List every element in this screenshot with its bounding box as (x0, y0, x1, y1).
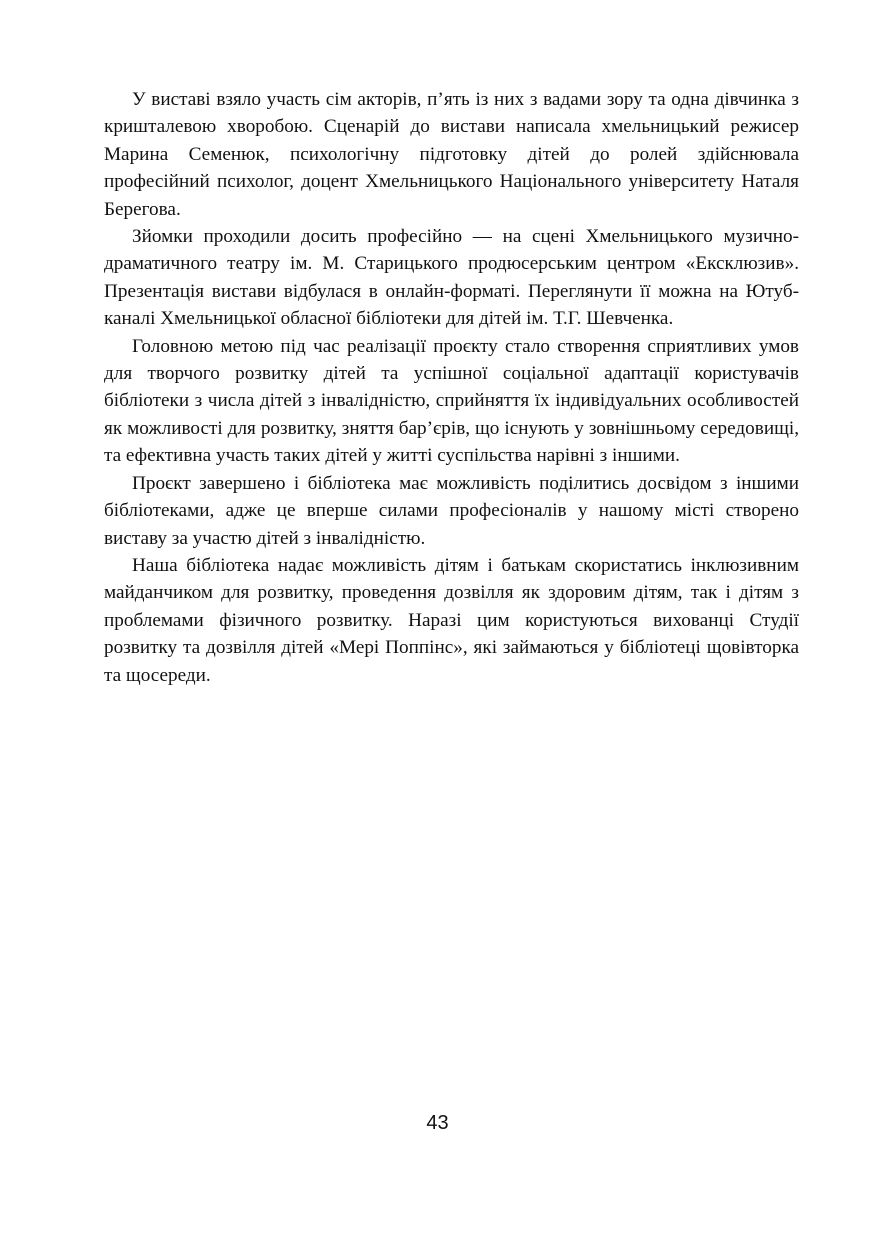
paragraph-filming: Зйомки проходили досить професійно — на сцені Хмельницького музично-драматичного театру ім. М. Старицького продюсерським центром «Ексклюзив». Презентація вистави відбулася в онлайн-форматі. Переглянути її можна на Ютуб-каналі Хмельницької обласної бібліотеки для дітей ім. Т.Г. Шевченка. (104, 226, 799, 330)
paragraph-actors: У виставі взяло участь сім акторів, п’ять із них з вадами зору та одна дівчинка з кришталевою хворобою. Сценарій до вистави написала хмельницький режисер Марина Семенюк, психологічну підготовку дітей до ролей здійснювала професійний психолог, доцент Хмельницького Національного університету Наталя Берегова. (104, 89, 799, 220)
page-number: 43 (426, 1112, 449, 1134)
paragraph-project-goal: Головною метою під час реалізації проєкту стало створення сприятливих умов для творчого розвитку дітей та успішної соціальної адаптації користувачів бібліотеки з числа дітей з інвалідністю, сприйняття їх індивідуальних особливостей як можливості для розвитку, зняття бар’єрів, що існують у зовнішньому середовищі, та ефективна участь таких дітей у житті суспільства нарівні з іншими. (104, 335, 799, 467)
paragraph-inclusive-playground: Наша бібліотека надає можливість дітям і батькам скористатись інклюзивним майданчиком для розвитку, проведення дозвілля як здоровим дітям, так і дітям з проблемами фізичного розвитку. Наразі цим користуються вихованці Студії розвитку та дозвілля дітей «Мері Поппінс», які займаються у бібліотеці щовівторка та щосереди. (104, 554, 799, 686)
page-body (104, 86, 799, 689)
paragraph-project-completed: Проєкт завершено і бібліотека має можливість поділитись досвідом з іншими бібліотеками, адже це вперше силами професіоналів у нашому місті створено виставу за участю дітей з інвалідністю. (104, 472, 799, 549)
